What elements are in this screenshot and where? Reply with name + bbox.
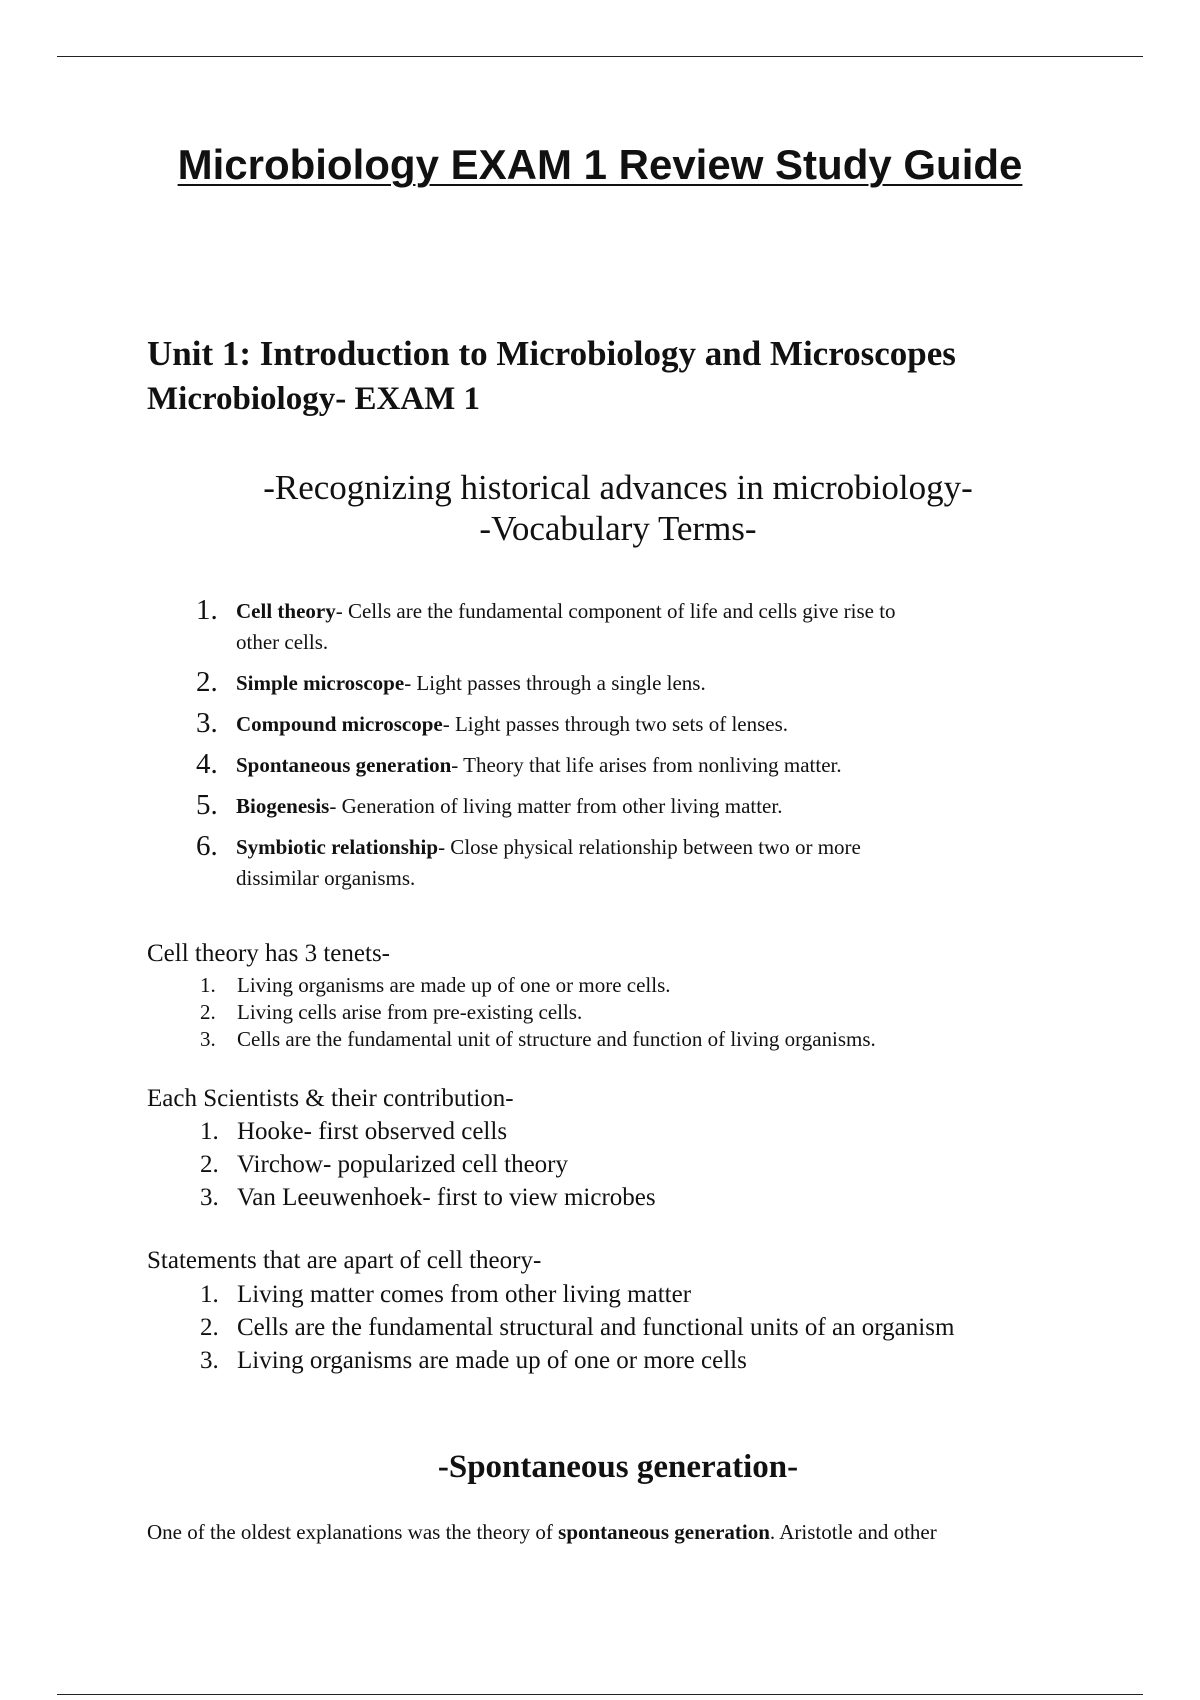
footer-rule	[57, 1694, 1143, 1695]
list-text: Cells are the fundamental structural and functional units of an organism	[237, 1314, 955, 1341]
vocab-definition: - Close physical relationship between two or more	[438, 835, 861, 859]
vocab-item	[196, 832, 1096, 894]
list-item	[200, 1148, 656, 1181]
vocab-term: Spontaneous generation	[236, 753, 452, 777]
vocab-term: Cell theory	[236, 599, 336, 623]
list-text: Van Leeuwenhoek- first to view microbes	[237, 1184, 656, 1211]
list-text: Cells are the fundamental unit of structure and function of living organisms.	[237, 1027, 876, 1051]
vocab-item	[196, 750, 1096, 781]
header-rule	[57, 56, 1143, 57]
vocab-number: 5.	[196, 789, 218, 821]
list-number: 1.	[200, 973, 216, 997]
list-item	[200, 972, 876, 999]
list-item	[200, 1278, 954, 1311]
list-number: 2.	[200, 1151, 219, 1178]
vocab-definition: - Light passes through two sets of lenses.	[442, 712, 789, 736]
list-number: 3.	[200, 1027, 216, 1051]
document-title: Microbiology EXAM 1 Review Study Guide	[177, 141, 1023, 188]
vocab-definition: - Light passes through a single lens.	[404, 671, 706, 695]
list-text: Living cells arise from pre-existing cells.	[237, 1000, 583, 1024]
scientists-heading: Each Scientists & their contribution-	[147, 1085, 514, 1112]
vocab-definition: - Theory that life arises from nonliving matter.	[451, 753, 842, 777]
paragraph-text: One of the oldest explanations was the theory of	[147, 1520, 559, 1544]
vocab-number: 6.	[196, 830, 218, 862]
vocab-term: Simple microscope	[236, 671, 405, 695]
list-item	[200, 1115, 656, 1148]
vocab-number: 4.	[196, 748, 218, 780]
vocab-item	[196, 668, 1096, 699]
list-item	[200, 1311, 954, 1344]
tenets-heading: Cell theory has 3 tenets-	[147, 940, 390, 967]
list-text: Hooke- first observed cells	[237, 1118, 508, 1145]
list-text: Living organisms are made up of one or more cells.	[237, 973, 671, 997]
vocabulary-heading: -Vocabulary Terms-	[479, 509, 757, 548]
vocab-definition: - Generation of living matter from other living matter.	[329, 794, 783, 818]
list-number: 1.	[200, 1118, 219, 1145]
list-text: Virchow- popularized cell theory	[237, 1151, 569, 1178]
paragraph-text-end: . Aristotle and other	[769, 1520, 937, 1544]
paragraph-bold-term: spontaneous generation	[558, 1520, 770, 1544]
list-number: 2.	[200, 1000, 216, 1024]
list-text: Living organisms are made up of one or more cells	[237, 1347, 747, 1374]
tenets-list	[200, 972, 876, 1053]
vocab-term: Biogenesis	[236, 794, 330, 818]
list-number: 3.	[200, 1347, 219, 1374]
statements-heading: Statements that are apart of cell theory-	[147, 1247, 542, 1274]
statements-list	[200, 1278, 954, 1377]
list-number: 2.	[200, 1314, 219, 1341]
unit-heading: Unit 1: Introduction to Microbiology and Microscopes	[147, 334, 956, 373]
vocabulary-list	[196, 596, 1096, 904]
vocab-number: 1.	[196, 594, 218, 626]
list-item	[200, 1344, 954, 1377]
list-number: 1.	[200, 1281, 219, 1308]
topic-line: -Recognizing historical advances in microbiology-	[263, 468, 973, 507]
list-text: Living matter comes from other living matter	[237, 1281, 692, 1308]
spontaneous-generation-heading: -Spontaneous generation-	[437, 1449, 799, 1485]
unit-subheading: Microbiology- EXAM 1	[147, 381, 481, 417]
spontaneous-generation-paragraph	[147, 1517, 937, 1547]
vocab-number: 3.	[196, 707, 218, 739]
vocab-item	[196, 791, 1096, 822]
vocab-item	[196, 596, 1096, 658]
scientists-list	[200, 1115, 656, 1214]
vocab-term: Symbiotic relationship	[236, 835, 439, 859]
vocab-definition-continued: other cells.	[236, 630, 329, 654]
list-item	[200, 1181, 656, 1214]
list-item	[200, 999, 876, 1026]
list-item	[200, 1026, 876, 1053]
list-number: 3.	[200, 1184, 219, 1211]
vocab-item	[196, 709, 1096, 740]
vocab-definition-continued: dissimilar organisms.	[236, 866, 416, 890]
vocab-definition: - Cells are the fundamental component of life and cells give rise to	[335, 599, 896, 623]
vocab-term: Compound microscope	[236, 712, 443, 736]
vocab-number: 2.	[196, 666, 218, 698]
